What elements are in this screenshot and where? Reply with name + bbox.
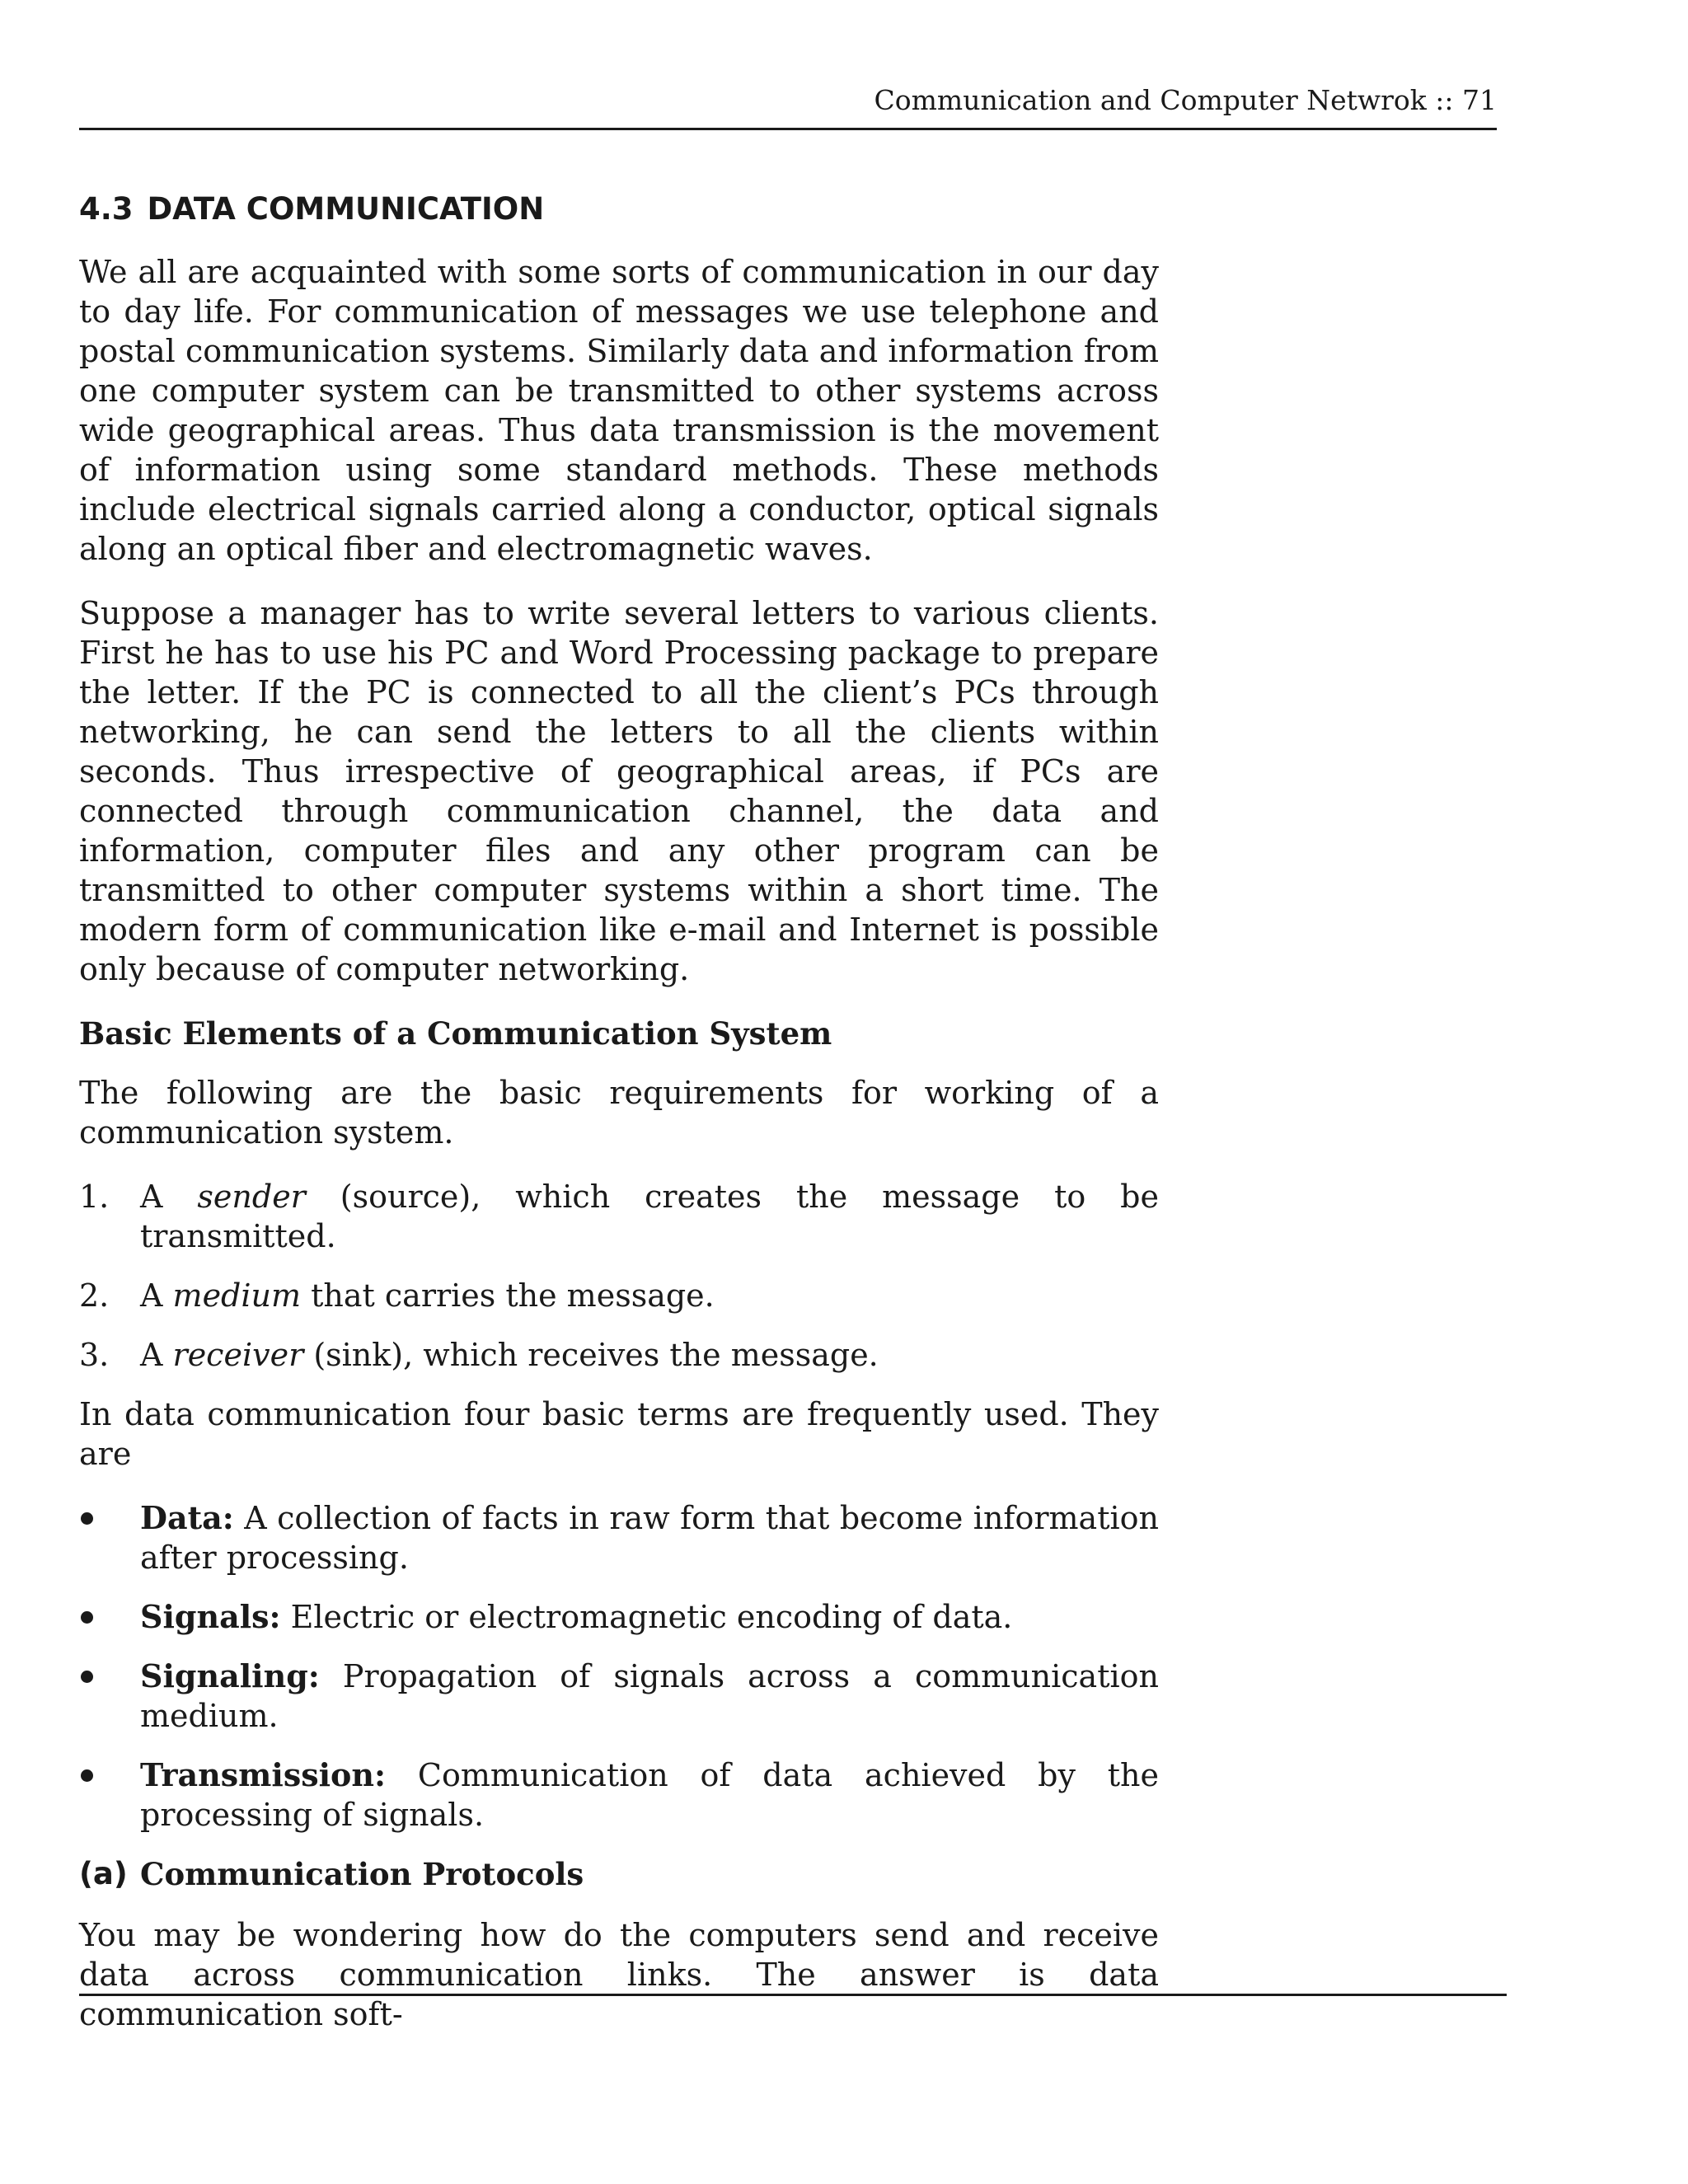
list-item-text bbox=[140, 1755, 1159, 1835]
paragraph-four-terms: In data communication four basic terms are frequently used. They are bbox=[79, 1396, 1159, 1472]
item-rest: (sink), which receives the message. bbox=[303, 1337, 879, 1373]
item-prefix: A bbox=[140, 1337, 173, 1373]
bullet-icon bbox=[79, 1657, 140, 1736]
paragraph-requirements-intro: The following are the basic requirements for working of a communication system. bbox=[79, 1075, 1159, 1151]
section-title-text: DATA COMMUNICATION bbox=[147, 191, 545, 227]
page-content bbox=[79, 190, 1159, 2059]
term-definition: Propagation of signals across a communication medium. bbox=[140, 1658, 1159, 1734]
header-rule bbox=[79, 128, 1497, 130]
item-term: medium bbox=[172, 1277, 302, 1314]
list-item-text bbox=[140, 1498, 1159, 1577]
item-term: receiver bbox=[172, 1337, 304, 1373]
term-label: Signaling: bbox=[140, 1657, 320, 1694]
subsection-heading-protocols bbox=[79, 1854, 1159, 1894]
subsection-label: (a) bbox=[79, 1856, 128, 1891]
item-prefix: A bbox=[140, 1179, 198, 1215]
running-header: Communication and Computer Netwrok :: 71 bbox=[874, 84, 1497, 116]
list-item bbox=[79, 1177, 1159, 1256]
list-item bbox=[79, 1597, 1159, 1637]
paragraph-intro: We all are acquainted with some sorts of communication in our day to day life. For communication of messages we use telephone and postal communication systems. Similarly data and information from one computer system can be transmitted to other systems across wide geographical areas. Thus data transmission is the movement of information using some standard methods. These methods include electrical signals carried along a conductor, optical signals along an optical fiber and electromagnetic waves. bbox=[79, 254, 1159, 567]
term-definition: Communication of data achieved by the processing of signals. bbox=[140, 1757, 1159, 1833]
item-prefix: A bbox=[140, 1277, 173, 1314]
section-number: 4.3 bbox=[79, 191, 134, 227]
footer-rule bbox=[79, 1994, 1507, 1996]
list-item-text bbox=[140, 1177, 1159, 1256]
bullet-icon bbox=[79, 1755, 140, 1835]
term-label: Signals: bbox=[140, 1598, 281, 1635]
subheading-basic-elements: Basic Elements of a Communication System bbox=[79, 1015, 832, 1052]
item-rest: that carries the message. bbox=[301, 1277, 715, 1314]
list-item bbox=[79, 1498, 1159, 1577]
list-item-text bbox=[140, 1276, 1159, 1315]
list-number: 2. bbox=[79, 1277, 110, 1314]
terms-list bbox=[79, 1498, 1159, 1835]
term-label: Data: bbox=[140, 1499, 234, 1536]
term-definition: Electric or electromagnetic encoding of data. bbox=[280, 1599, 1013, 1635]
item-rest: (source), which creates the message to be transmitted. bbox=[140, 1179, 1159, 1254]
bullet-icon bbox=[79, 1597, 140, 1637]
term-definition: A collection of facts in raw form that become information after processing. bbox=[140, 1500, 1159, 1576]
bullet-icon bbox=[79, 1498, 140, 1577]
list-number: 1. bbox=[79, 1179, 110, 1215]
subsection-title: Communication Protocols bbox=[140, 1856, 584, 1892]
paragraph-manager-example: Suppose a manager has to write several letters to various clients. First he has to use his PC and Word Processing package to prepare the letter. If the PC is connected to all the client’s PCs through networking, he can send the letters to all the clients within seconds. Thus irrespective of geographical areas, if PCs are connected through communication channel, the data and information, computer files and any other program can be transmitted to other computer systems within a short time. The modern form of communication like e-mail and Internet is possible only because of computer networking. bbox=[79, 595, 1159, 987]
list-item-text bbox=[140, 1657, 1159, 1736]
section-title bbox=[79, 190, 1159, 229]
list-item bbox=[79, 1755, 1159, 1835]
term-label: Transmission: bbox=[140, 1756, 387, 1793]
list-number: 3. bbox=[79, 1337, 110, 1373]
list-item-text bbox=[140, 1597, 1159, 1637]
item-term: sender bbox=[197, 1179, 306, 1215]
paragraph-protocols: You may be wondering how do the computers send and receive data across communication links. The answer is data communication soft- bbox=[79, 1917, 1159, 2032]
list-item bbox=[79, 1276, 1159, 1315]
list-item bbox=[79, 1657, 1159, 1736]
list-item bbox=[79, 1335, 1159, 1375]
list-item-text bbox=[140, 1335, 1159, 1375]
requirements-list bbox=[79, 1177, 1159, 1375]
